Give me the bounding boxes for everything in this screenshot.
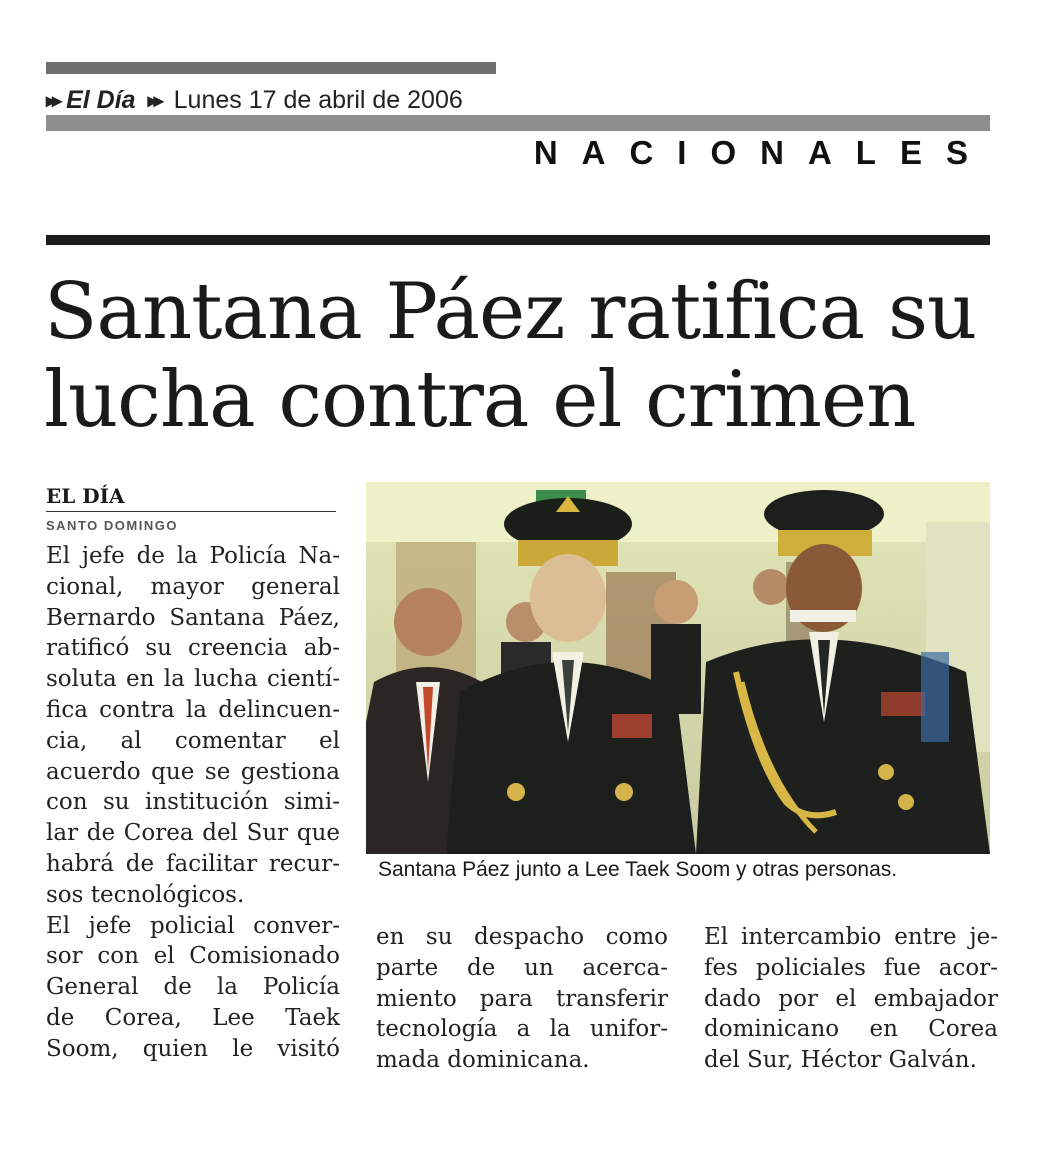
text-line: cia, al comentar el (46, 727, 340, 754)
text-line: habrá de facilitar recur- (46, 850, 340, 877)
byline: EL DÍA (46, 484, 336, 512)
text-line: lar de Corea del Sur que (46, 820, 340, 847)
text-line: miento para transferir (376, 985, 668, 1012)
headline-line: Santana Páez ratifica su (44, 267, 977, 357)
double-arrow-icon: ▸▸ (147, 89, 160, 112)
double-arrow-icon: ▸▸ (46, 89, 59, 112)
text-line: fica contra la delincuen- (46, 696, 340, 723)
text-line: dado por el embajador (704, 985, 998, 1012)
text-line: El jefe policial conver- (46, 912, 340, 939)
text-line: General de la Policía (46, 974, 340, 1001)
text-line: de Corea, Lee Taek (46, 1004, 340, 1031)
publication-name: El Día (66, 85, 136, 114)
text-line: parte de un acerca- (376, 954, 668, 981)
text-line: El jefe de la Policía Na- (46, 543, 340, 569)
text-line: Soom, quien le visitó (46, 1035, 340, 1062)
text-line: dominicano en Corea (704, 1016, 998, 1043)
text-line: soluta en la lucha cientí- (46, 666, 340, 693)
text-line: tecnología a la unifor- (376, 1016, 668, 1043)
text-line: mada dominicana. (376, 1047, 590, 1074)
section-title: NACIONALES (533, 134, 992, 171)
news-photo (366, 482, 990, 854)
text-line: Bernardo Santana Páez, (46, 604, 340, 631)
text-line: cional, mayor general (46, 573, 340, 600)
text-line: con su institución simi- (46, 789, 340, 816)
photo-caption: Santana Páez junto a Lee Taek Soom y otras personas. (378, 858, 898, 881)
headline-rule (46, 235, 990, 245)
text-line: del Sur, Héctor Galván. (704, 1047, 977, 1074)
dateline: SANTO DOMINGO (46, 518, 178, 533)
text-line: sor con el Comisionado (46, 943, 340, 970)
text-line: acuerdo que se gestiona (46, 758, 340, 785)
issue-date: Lunes 17 de abril de 2006 (173, 85, 463, 114)
headline-line: lucha contra el crimen (44, 355, 916, 445)
header-gray-bar (46, 115, 990, 131)
headline (44, 268, 1004, 444)
article-column-1 (46, 541, 340, 1065)
text-line: en su despacho como (376, 924, 668, 950)
header-rule-top (46, 62, 496, 74)
text-line: sos tecnológicos. (46, 881, 245, 908)
text-line: fes policiales fue acor- (704, 954, 998, 981)
publication-dateline (46, 84, 506, 116)
text-line: El intercambio entre je- (704, 924, 998, 950)
text-line: ratificó su creencia ab- (46, 635, 340, 662)
article-column-2 (376, 922, 668, 1076)
article-column-3 (704, 922, 998, 1076)
photo-officials-illustration (366, 482, 990, 854)
